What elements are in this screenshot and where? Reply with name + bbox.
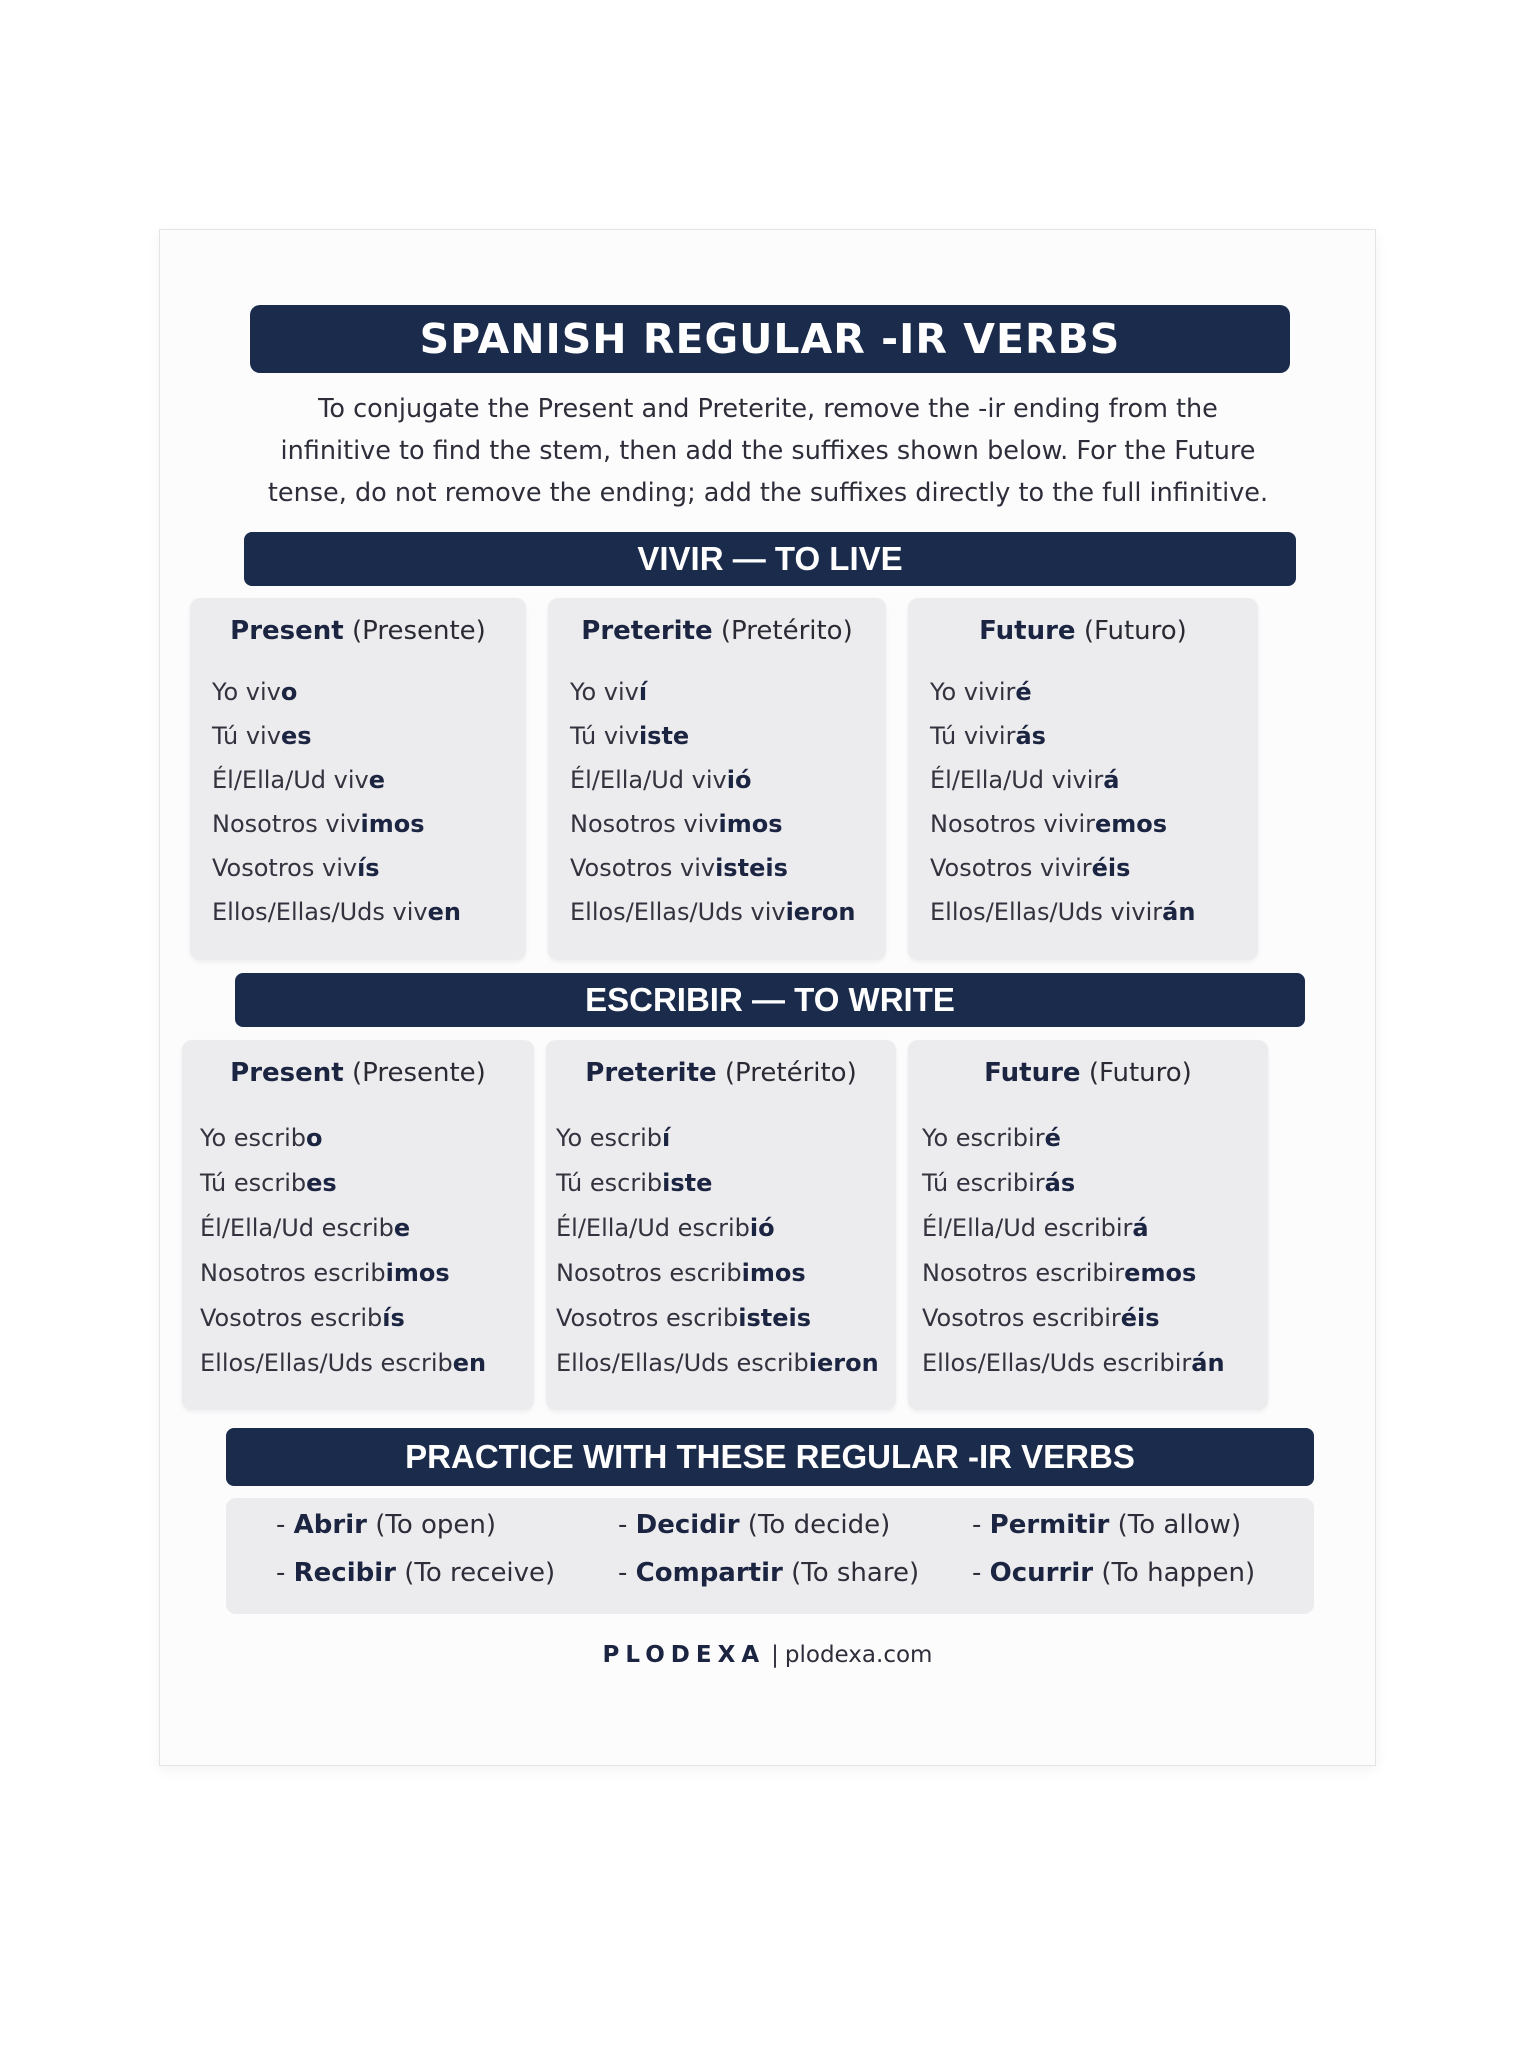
- conj-suffix: é: [1044, 1124, 1061, 1152]
- conj-suffix: ieron: [808, 1349, 879, 1377]
- conj-suffix: es: [280, 722, 312, 750]
- conjugation-row: [930, 846, 1195, 890]
- practice-item: [276, 1558, 555, 1588]
- conj-stem: Yo viv: [212, 678, 281, 706]
- conjugation-row: [556, 1296, 879, 1341]
- conjugation-row: [556, 1341, 879, 1386]
- conjugation-row: [922, 1341, 1225, 1386]
- conjugation-row: [212, 670, 461, 714]
- conj-stem: Ellos/Ellas/Uds escrib: [200, 1349, 453, 1377]
- tense-heading: [908, 1058, 1268, 1088]
- conj-suffix: í: [662, 1124, 671, 1152]
- brand-name: PLODEXA: [602, 1642, 766, 1668]
- practice-meaning: (To share): [782, 1558, 920, 1588]
- conj-suffix: á: [1132, 1214, 1149, 1242]
- practice-item: [972, 1510, 1241, 1540]
- escribir-preterite-box: [546, 1040, 896, 1410]
- escribir-future-box: [908, 1040, 1268, 1410]
- conj-suffix: án: [1162, 898, 1196, 926]
- conj-suffix: en: [452, 1349, 487, 1377]
- conj-suffix: iste: [662, 1169, 713, 1197]
- conj-stem: Nosotros vivir: [930, 810, 1095, 838]
- conj-suffix: iste: [638, 722, 690, 750]
- verb-sheet-card: [160, 230, 1375, 1765]
- conjugation-row: [930, 802, 1195, 846]
- conjugation-list: [556, 1116, 879, 1386]
- conj-suffix: á: [1103, 766, 1120, 794]
- conj-suffix: o: [306, 1124, 323, 1152]
- vivir-future-box: [908, 598, 1258, 960]
- conj-stem: Yo viv: [570, 678, 639, 706]
- conj-stem: Él/Ella/Ud escribir: [922, 1214, 1133, 1242]
- conj-suffix: ió: [726, 766, 752, 794]
- conjugation-row: [200, 1296, 486, 1341]
- practice-item: [618, 1510, 890, 1540]
- conj-suffix: emos: [1095, 810, 1168, 838]
- conjugation-row: [922, 1161, 1225, 1206]
- practice-dash: -: [972, 1510, 990, 1540]
- tense-native-name: (Presente): [351, 616, 486, 646]
- practice-verb: Permitir: [989, 1510, 1110, 1540]
- conjugation-row: [570, 758, 856, 802]
- conj-stem: Yo escribir: [922, 1124, 1045, 1152]
- conj-stem: Nosotros escrib: [556, 1259, 742, 1287]
- conj-stem: Ellos/Ellas/Uds escrib: [556, 1349, 809, 1377]
- practice-dash: -: [618, 1558, 636, 1588]
- conjugation-row: [212, 890, 461, 934]
- practice-dash: -: [276, 1558, 294, 1588]
- conjugation-row: [212, 758, 461, 802]
- tense-native-name: (Pretérito): [720, 616, 853, 646]
- conj-suffix: o: [280, 678, 298, 706]
- practice-item: [618, 1558, 919, 1588]
- practice-dash: -: [618, 1510, 636, 1540]
- conj-suffix: í: [638, 678, 648, 706]
- conj-stem: Tú escrib: [200, 1169, 307, 1197]
- conjugation-list: [200, 1116, 486, 1386]
- conjugation-list: [922, 1116, 1225, 1386]
- conj-stem: Vosotros escrib: [200, 1304, 383, 1332]
- conjugation-row: [930, 670, 1195, 714]
- conj-stem: Ellos/Ellas/Uds vivir: [930, 898, 1163, 926]
- conjugation-row: [922, 1116, 1225, 1161]
- conj-stem: Yo escrib: [200, 1124, 307, 1152]
- conj-stem: Nosotros viv: [212, 810, 361, 838]
- conj-suffix: éis: [1091, 854, 1131, 882]
- conj-suffix: án: [1191, 1349, 1225, 1377]
- practice-verb: Abrir: [293, 1510, 367, 1540]
- tense-native-name: (Futuro): [1088, 1058, 1192, 1088]
- conj-suffix: ió: [749, 1214, 775, 1242]
- conj-stem: Nosotros escribir: [922, 1259, 1125, 1287]
- conj-suffix: é: [1015, 678, 1032, 706]
- practice-dash: -: [972, 1558, 990, 1588]
- conj-suffix: ás: [1044, 1169, 1076, 1197]
- practice-verb-list: [226, 1498, 1314, 1614]
- conj-suffix: ís: [357, 854, 380, 882]
- practice-meaning: (To happen): [1093, 1558, 1256, 1588]
- tense-name: Present: [230, 1058, 344, 1088]
- conjugation-row: [200, 1116, 486, 1161]
- conj-stem: Él/Ella/Ud escrib: [556, 1214, 750, 1242]
- conj-suffix: es: [306, 1169, 337, 1197]
- tense-native-name: (Presente): [351, 1058, 486, 1088]
- conj-suffix: e: [368, 766, 385, 794]
- conjugation-row: [570, 802, 856, 846]
- conjugation-row: [200, 1341, 486, 1386]
- page-title: SPANISH REGULAR -IR VERBS: [250, 305, 1290, 373]
- conj-suffix: éis: [1120, 1304, 1160, 1332]
- intro-text: [200, 388, 1336, 514]
- tense-heading: [182, 1058, 534, 1088]
- conj-stem: Tú viv: [212, 722, 281, 750]
- conj-stem: Tú viv: [570, 722, 639, 750]
- tense-heading: [546, 1058, 896, 1088]
- conj-suffix: isteis: [738, 1304, 812, 1332]
- conjugation-row: [930, 714, 1195, 758]
- conj-suffix: imos: [741, 1259, 806, 1287]
- conj-stem: Ellos/Ellas/Uds viv: [570, 898, 786, 926]
- footer-separator: |: [771, 1642, 779, 1668]
- conj-stem: Tú escrib: [556, 1169, 663, 1197]
- conj-suffix: en: [427, 898, 461, 926]
- conj-stem: Vosotros escrib: [556, 1304, 739, 1332]
- conjugation-row: [930, 890, 1195, 934]
- conj-suffix: ieron: [785, 898, 856, 926]
- conj-stem: Él/Ella/Ud escrib: [200, 1214, 394, 1242]
- tense-native-name: (Futuro): [1083, 616, 1187, 646]
- conjugation-row: [570, 890, 856, 934]
- practice-heading: PRACTICE WITH THESE REGULAR -IR VERBS: [226, 1428, 1314, 1486]
- conj-stem: Nosotros escrib: [200, 1259, 386, 1287]
- conjugation-row: [556, 1251, 879, 1296]
- escribir-present-box: [182, 1040, 534, 1410]
- conj-suffix: isteis: [715, 854, 788, 882]
- conjugation-list: [212, 670, 461, 934]
- conj-suffix: ís: [382, 1304, 405, 1332]
- tense-heading: [908, 616, 1258, 646]
- conj-stem: Vosotros viv: [570, 854, 716, 882]
- intro-line: To conjugate the Present and Preterite, remove the -ir ending from the: [318, 394, 1218, 424]
- conj-suffix: imos: [385, 1259, 450, 1287]
- intro-line: infinitive to find the stem, then add the suffixes shown below. For the Future: [280, 436, 1256, 466]
- tense-name: Future: [984, 1058, 1081, 1088]
- conjugation-row: [570, 714, 856, 758]
- conj-stem: Tú vivir: [930, 722, 1016, 750]
- tense-name: Preterite: [581, 616, 713, 646]
- conj-suffix: e: [393, 1214, 411, 1242]
- conj-stem: Vosotros escribir: [922, 1304, 1121, 1332]
- conjugation-row: [922, 1206, 1225, 1251]
- vivir-preterite-box: [548, 598, 886, 960]
- conjugation-row: [212, 802, 461, 846]
- practice-meaning: (To open): [366, 1510, 497, 1540]
- conjugation-row: [922, 1251, 1225, 1296]
- practice-verb: Ocurrir: [989, 1558, 1094, 1588]
- practice-item: [276, 1510, 496, 1540]
- tense-name: Future: [979, 616, 1076, 646]
- conjugation-row: [200, 1206, 486, 1251]
- tense-heading: [190, 616, 526, 646]
- conjugation-row: [200, 1251, 486, 1296]
- practice-verb: Compartir: [635, 1558, 783, 1588]
- conj-suffix: imos: [718, 810, 783, 838]
- tense-native-name: (Pretérito): [724, 1058, 857, 1088]
- website-url[interactable]: plodexa.com: [784, 1642, 933, 1668]
- conjugation-row: [200, 1161, 486, 1206]
- practice-meaning: (To receive): [395, 1558, 556, 1588]
- footer: [160, 1642, 1375, 1668]
- conjugation-row: [556, 1116, 879, 1161]
- conjugation-row: [570, 670, 856, 714]
- conj-stem: Él/Ella/Ud viv: [570, 766, 727, 794]
- practice-verb: Decidir: [635, 1510, 740, 1540]
- conj-suffix: imos: [360, 810, 425, 838]
- tense-heading: [548, 616, 886, 646]
- conj-stem: Él/Ella/Ud vivir: [930, 766, 1104, 794]
- conj-stem: Ellos/Ellas/Uds viv: [212, 898, 428, 926]
- intro-line: tense, do not remove the ending; add the suffixes directly to the full infinitive.: [267, 478, 1269, 508]
- practice-meaning: (To allow): [1109, 1510, 1242, 1540]
- conjugation-row: [556, 1161, 879, 1206]
- conj-stem: Ellos/Ellas/Uds escribir: [922, 1349, 1192, 1377]
- conjugation-row: [212, 846, 461, 890]
- practice-meaning: (To decide): [739, 1510, 891, 1540]
- practice-dash: -: [276, 1510, 294, 1540]
- conjugation-row: [212, 714, 461, 758]
- conjugation-row: [570, 846, 856, 890]
- conj-stem: Nosotros viv: [570, 810, 719, 838]
- conj-stem: Tú escribir: [922, 1169, 1045, 1197]
- conjugation-list: [570, 670, 856, 934]
- conj-stem: Él/Ella/Ud viv: [212, 766, 369, 794]
- conj-suffix: ás: [1015, 722, 1046, 750]
- vivir-present-box: [190, 598, 526, 960]
- practice-verb: Recibir: [293, 1558, 396, 1588]
- conjugation-row: [922, 1296, 1225, 1341]
- conj-stem: Yo vivir: [930, 678, 1016, 706]
- conjugation-row: [930, 758, 1195, 802]
- conjugation-list: [930, 670, 1195, 934]
- escribir-heading: ESCRIBIR — TO WRITE: [235, 973, 1305, 1027]
- practice-item: [972, 1558, 1255, 1588]
- tense-name: Present: [230, 616, 344, 646]
- conjugation-row: [556, 1206, 879, 1251]
- conj-stem: Vosotros vivir: [930, 854, 1092, 882]
- conj-stem: Vosotros viv: [212, 854, 358, 882]
- conj-stem: Yo escrib: [556, 1124, 663, 1152]
- vivir-heading: VIVIR — TO LIVE: [244, 532, 1296, 586]
- tense-name: Preterite: [585, 1058, 717, 1088]
- conj-suffix: emos: [1124, 1259, 1197, 1287]
